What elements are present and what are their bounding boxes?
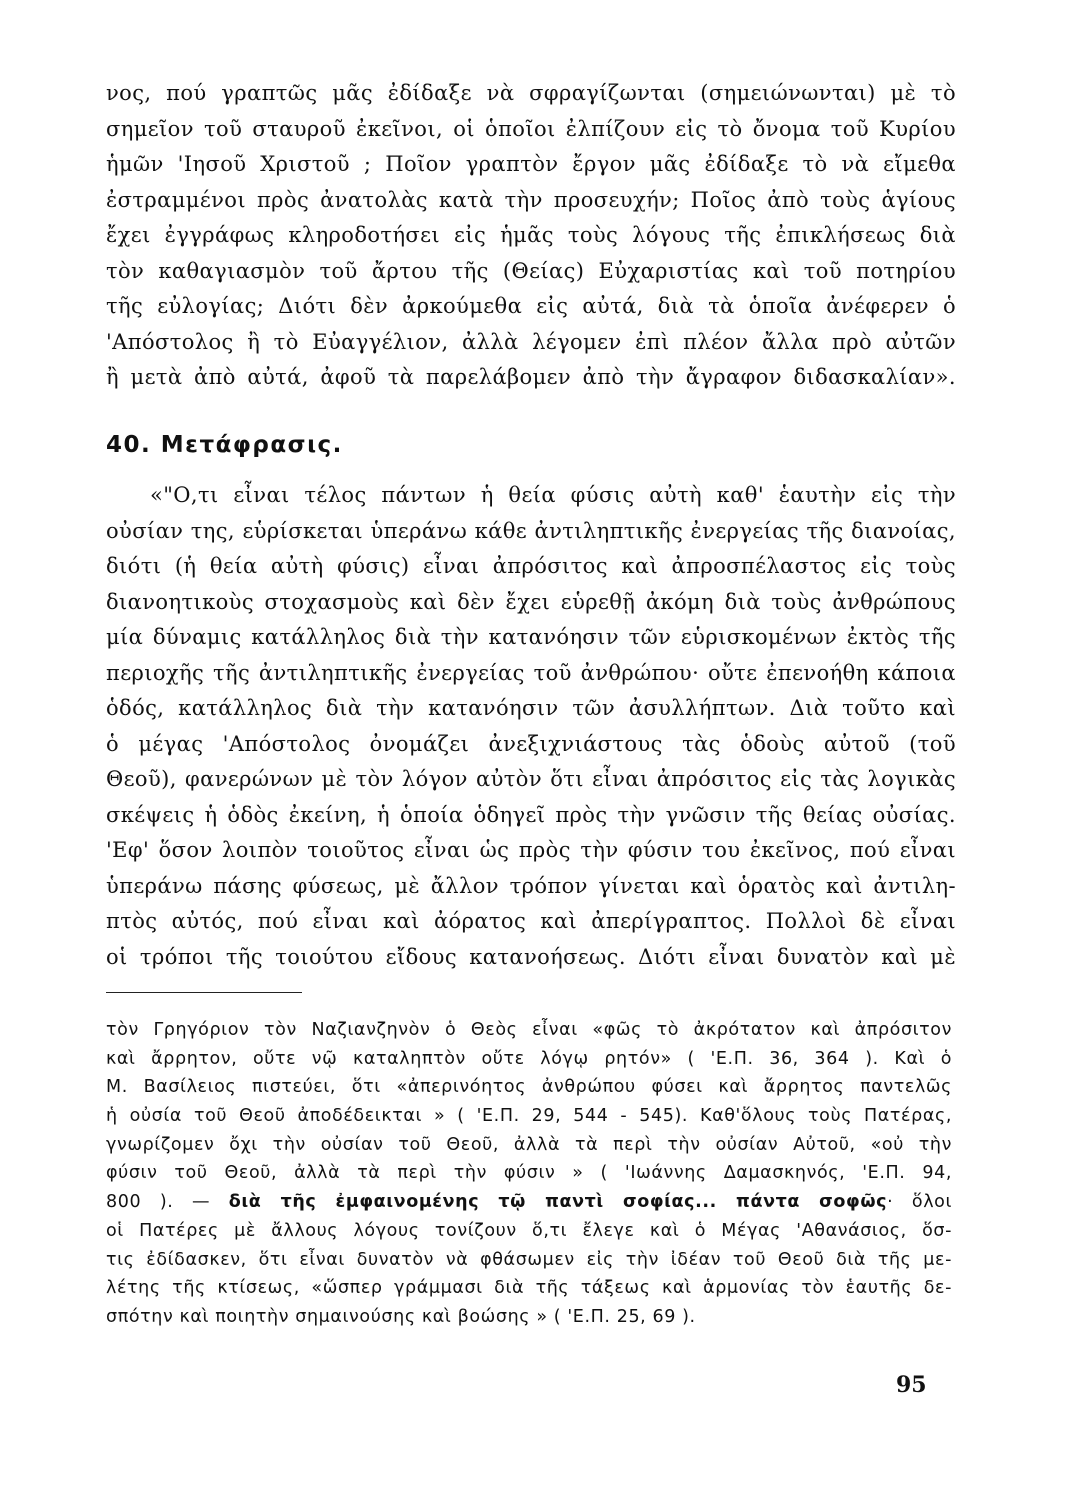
text-line: οὐσίαν της, εὑρίσκεται ὑπεράνω κάθε ἀντιληπτικῆς ἐνεργείας τῆς διανοίας,: [106, 518, 956, 543]
text-line: διότι (ἡ θεία αὐτὴ φύσις) εἶναι ἀπρόσιτος καὶ ἀπροσπέλαστος εἰς τοὺς: [106, 554, 956, 578]
footnote-line: οἱ Πατέρες μὲ ἄλλους λόγους τονίζουν ὅ,τι ἔλεγε καὶ ὁ Μέγας 'Αθανάσιος, ὅσ-: [106, 1220, 952, 1241]
text-line: ὁ μέγας 'Απόστολος ὀνομάζει ἀνεξιχνιάστους τὰς ὁδοὺς αὐτοῦ (τοῦ: [106, 731, 956, 756]
text-line: τὸν καθαγιασμὸν τοῦ ἄρτου τῆς (Θείας) Εὐχαριστίας καὶ τοῦ ποτηρίου: [106, 258, 956, 283]
footnote-line: ἡ οὐσία τοῦ Θεοῦ ἀποδέδεικται » ( 'Ε.Π. 29, 544 - 545). Καθ'ὅλους τοὺς Πατέρας,: [106, 1106, 952, 1127]
text-line: ἢ μετὰ ἀπὸ αὐτά, ἀφοῦ τὰ παρελάβομεν ἀπὸ τὴν ἄγραφον διδασκαλίαν».: [106, 365, 956, 389]
translation-paragraph: [106, 478, 956, 975]
text-line: ὁδός, κατάλληλος διὰ τὴν κατανόησιν τῶν ἀσυλλήπτων. Διὰ τοῦτο καὶ: [106, 696, 956, 720]
footnote: [106, 1016, 952, 1332]
footnote-line: τις ἐδίδασκεν, ὅτι εἶναι δυνατὸν νὰ φθάσωμεν εἰς τὴν ἰδέαν τοῦ Θεοῦ διὰ τῆς με-: [106, 1249, 952, 1270]
text-line: πτὸς αὐτός, πού εἶναι καὶ ἀόρατος καὶ ἀπερίγραπτος. Πολλοὶ δὲ εἶναι: [106, 909, 956, 933]
text-line: ὑπεράνω πάσης φύσεως, μὲ ἄλλον τρόπον γίνεται καὶ ὁρατὸς καὶ ἀντιλη-: [106, 873, 956, 898]
text-line: οἱ τρόποι τῆς τοιούτου εἴδους κατανοήσεως. Διότι εἶναι δυνατὸν καὶ μὲ: [106, 944, 956, 969]
text-line: ἐστραμμένοι πρὸς ἀνατολὰς κατὰ τὴν προσευχήν; Ποῖος ἀπὸ τοὺς ἁγίους: [106, 187, 956, 212]
section-heading: 40. Μετάφρασις.: [106, 432, 343, 458]
footnote-text: 800 ). —: [106, 1192, 229, 1213]
text-line: 'Εφ' ὅσον λοιπὸν τοιοῦτος εἶναι ὡς πρὸς τὴν φύσιν του ἐκεῖνος, πού εἶναι: [106, 838, 956, 862]
footnote-divider: [106, 992, 302, 993]
text-line: σκέψεις ἡ ὁδὸς ἐκείνη, ἡ ὁποία ὁδηγεῖ πρὸς τὴν γνῶσιν τῆς θείας οὐσίας.: [106, 802, 956, 827]
text-line: περιοχῆς τῆς ἀντιληπτικῆς ἐνεργείας τοῦ ἀνθρώπου· οὔτε ἐπενοήθη κάποια: [106, 660, 956, 685]
text-line: τῆς εὐλογίας; Διότι δὲν ἀρκούμεθα εἰς αὐτά, διὰ τὰ ὁποῖα ἀνέφερεν ὁ: [106, 294, 956, 318]
text-line: νος, πού γραπτῶς μᾶς ἐδίδαξε νὰ σφραγίζωνται (σημειώνωνται) μὲ τὸ: [106, 81, 956, 105]
footnote-text: · ὅλοι: [887, 1192, 952, 1213]
footnote-line: τὸν Γρηγόριον τὸν Ναζιανζηνὸν ὁ Θεὸς εἶναι «φῶς τὸ ἀκρότατον καὶ ἀπρόσιτον: [106, 1020, 952, 1040]
text-line: Θεοῦ), φανερώνων μὲ τὸν λόγον αὐτὸν ὅτι εἶναι ἀπρόσιτος εἰς τὰς λογικὰς: [106, 767, 956, 791]
text-line: «"Ο,τι εἶναι τέλος πάντων ἡ θεία φύσις αὐτὴ καθ' ἑαυτὴν εἰς τὴν: [150, 483, 956, 507]
footnote-quoted-phrase: διὰ τῆς ἐμφαινομένης τῷ παντὶ σοφίας... πάντα σοφῶς: [228, 1192, 888, 1213]
footnote-line: γνωρίζομεν ὄχι τὴν οὐσίαν τοῦ Θεοῦ, ἀλλὰ τὰ περὶ τὴν οὐσίαν Αὐτοῦ, «οὐ τὴν: [106, 1134, 952, 1155]
footnote-line: λέτης τῆς κτίσεως, «ὥσπερ γράμμασι διὰ τῆς τάξεως καὶ ἁρμονίας τὸν ἑαυτῆς δε-: [106, 1278, 952, 1299]
text-line: ἡμῶν 'Ιησοῦ Χριστοῦ ; Ποῖον γραπτὸν ἔργον μᾶς ἐδίδαξε τὸ νὰ εἴμεθα: [106, 152, 956, 176]
text-line: σημεῖον τοῦ σταυροῦ ἐκεῖνοι, οἱ ὁποῖοι ἐλπίζουν εἰς τὸ ὄνομα τοῦ Κυρίου: [106, 116, 956, 141]
footnote-line: [106, 1188, 952, 1217]
footnote-line: σπότην καὶ ποιητὴν σημαινούσης καὶ βοώσης » ( 'Ε.Π. 25, 69 ).: [106, 1306, 696, 1327]
footnote-line: Μ. Βασίλειος πιστεύει, ὅτι «ἀπερινόητος ἀνθρώπου φύσει καὶ ἄρρητος παντελῶς: [106, 1077, 952, 1098]
text-line: 'Απόστολος ἢ τὸ Εὐαγγέλιον, ἀλλὰ λέγομεν ἐπὶ πλέον ἄλλα πρὸ αὐτῶν: [106, 329, 956, 354]
text-line: διανοητικοὺς στοχασμοὺς καὶ δὲν ἔχει εὑρεθῇ ἀκόμη διὰ τοὺς ἀνθρώπους: [106, 589, 956, 614]
footnote-line: φύσιν τοῦ Θεοῦ, ἀλλὰ τὰ περὶ τὴν φύσιν » ( 'Ιωάννης Δαμασκηνός, 'Ε.Π. 94,: [106, 1163, 952, 1184]
page-number: 95: [896, 1372, 927, 1398]
footnote-line: καὶ ἄρρητον, οὔτε νῷ καταληπτὸν οὔτε λόγῳ ρητόν» ( 'Ε.Π. 36, 364 ). Καὶ ὁ: [106, 1048, 952, 1069]
text-line: ἔχει ἐγγράφως κληροδοτήσει εἰς ἡμᾶς τοὺς λόγους τῆς ἐπικλήσεως διὰ: [106, 223, 956, 247]
paragraph-continuation: [106, 76, 956, 396]
text-line: μία δύναμις κατάλληλος διὰ τὴν κατανόησιν τῶν εὑρισκομένων ἐκτὸς τῆς: [106, 625, 956, 649]
